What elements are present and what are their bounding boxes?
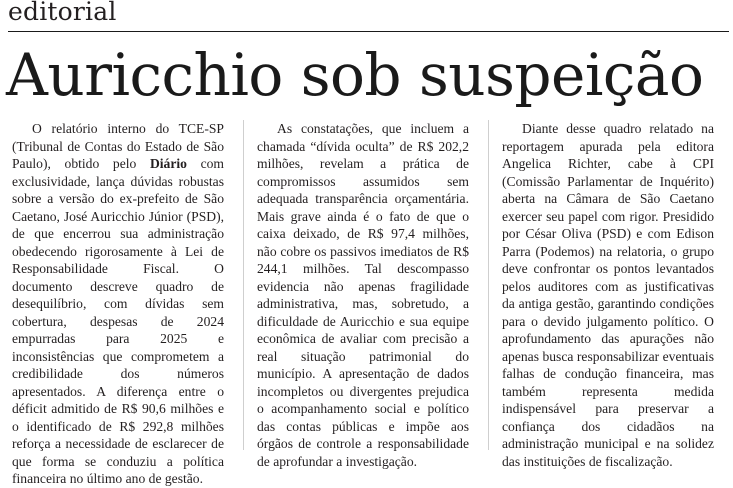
paragraph — [12, 120, 224, 488]
paragraph: Diante desse quadro relatado na reportagem apurada pela editora Angelica Richter, cabe à CPI (Comissão Parlamentar de Inquérito) aberta na Câmara de São Caetano exercer seu papel com rigor. Presidido por César Oliva (PSD) e com Edison Parra (Podemos) na relatoria, o grupo deve confrontar os pontos levantados pelos auditores com as justificativas da antiga gestão, garantindo condições para o devido julgamento político. O aprofundamento das apurações não apenas busca responsabilizar eventuais falhas de condução financeira, mas também representa medida indispensável para preservar a confiança dos cidadãos na administração municipal e na solidez das instituições de fiscalização. — [502, 121, 714, 469]
article-column-1 — [12, 120, 224, 488]
section-label: editorial — [8, 0, 117, 26]
headline: Auricchio sob suspeição — [6, 41, 704, 109]
paragraph: As constatações, que incluem a chamada “dívida oculta” de R$ 202,2 milhões, revelam a prática de compromissos assumidos sem adequada transparência orçamentária. Mais grave ainda é o fato de que o caixa deixado, de R$ 97,4 milhões, não cobre os passivos imediatos de R$ 244,1 milhões. Tal descompasso evidencia não apenas fragilidade administrativa, mas, sobretudo, a dificuldade de Auricchio e sua equipe econômica de avaliar com precisão a real situação patrimonial do município. A apresentação de dados incompletos ou divergentes prejudica o acompanhamento social e político das contas públicas e impõe aos órgãos de controle a responsabilidade de aprofundar a investigação. — [257, 121, 469, 469]
column-divider — [488, 120, 489, 450]
section-divider — [8, 31, 729, 32]
article-column-3 — [502, 120, 714, 470]
column-divider — [243, 120, 244, 450]
paragraph-text: O relatório interno do TCE-SP (Tribunal de Contas do Estado de São Paulo), obtido pelo — [12, 121, 224, 171]
article-column-2 — [257, 120, 469, 470]
newspaper-name: Diário — [149, 156, 187, 171]
paragraph-text: com exclusividade, lança dúvidas robustas sobre a versão do ex-prefeito de São Caetano, José Auricchio Júnior (PSD), de que encerrou sua administração obedecendo rigorosamente à Lei de Responsabilidade Fiscal. O documento descreve quadro de desequilíbrio, com dívidas sem cobertura, despesas de 2024 empurradas para 2025 e inconsistências que comprometem a credibilidade dos números apresentados. A diferença entre o déficit admitido de R$ 90,6 milhões e o identificado de R$ 292,8 milhões reforça a necessidade de esclarecer de que forma se conduziu a política financeira no último ano de gestão. — [12, 156, 224, 486]
